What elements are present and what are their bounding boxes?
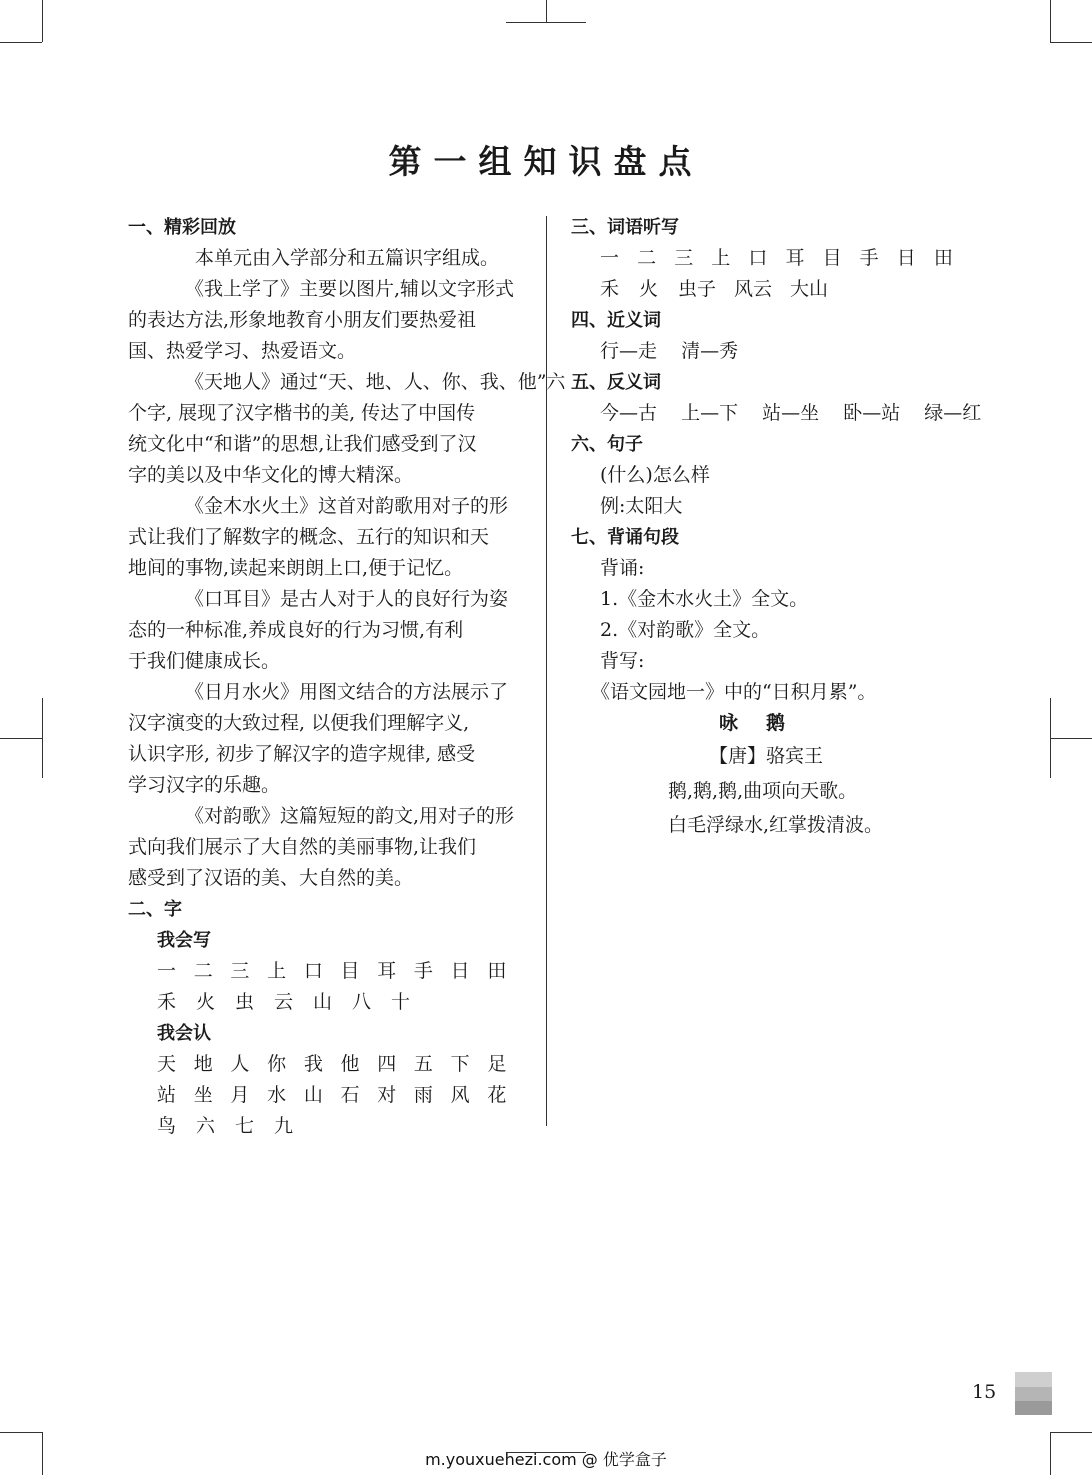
char: 坐 [193, 1084, 213, 1106]
text-line: 例:太阳大 [600, 495, 683, 517]
page-tab-marker [1015, 1401, 1052, 1415]
char: 下 [450, 1053, 470, 1075]
char: 田 [487, 960, 507, 982]
char: 人 [230, 1053, 250, 1075]
section-heading: 二、字 [128, 899, 182, 920]
paragraph [128, 491, 524, 584]
char-row [157, 1080, 524, 1111]
paragraph-line: 统文化中“和谐”的思想,让我们感受到了汉 [128, 433, 477, 455]
char: 四 [377, 1053, 397, 1075]
paragraph-line: 《我上学了》主要以图片,辅以文字形式 [185, 278, 515, 300]
poem-line: 白毛浮绿水,红掌拨清波。 [668, 814, 884, 836]
char: 雨 [413, 1084, 433, 1106]
char: 我 [303, 1053, 323, 1075]
paragraph-line: 国、热爱学习、热爱语文。 [128, 340, 357, 362]
word-pair: 站—坐 [762, 402, 820, 424]
paragraph-line: 汉字演变的大致过程, 以便我们理解字义, [128, 712, 470, 734]
paragraph-line: 字的美以及中华文化的博大精深。 [128, 464, 414, 486]
crop-mark [546, 0, 547, 22]
crop-mark [0, 738, 42, 739]
crop-mark [506, 22, 586, 23]
char: 上 [267, 960, 287, 982]
text-line: 背诵: [600, 557, 645, 579]
char: 六 [196, 1115, 216, 1137]
char: 山 [313, 991, 333, 1013]
paragraph-line: 本单元由入学部分和五篇识字组成。 [195, 247, 500, 269]
char-row [157, 1049, 524, 1080]
paragraph-line: 认识字形, 初步了解汉字的造字规律, 感受 [128, 743, 476, 765]
char: 三 [674, 247, 694, 269]
char: 一 [600, 247, 620, 269]
char: 地 [193, 1053, 213, 1075]
char: 二 [637, 247, 657, 269]
char-row [157, 1111, 524, 1142]
paragraph-line: 《口耳目》是古人对于人的良好行为姿 [185, 588, 509, 610]
section-heading: 三、词语听写 [571, 217, 679, 238]
paragraph-line: 学习汉字的乐趣。 [128, 774, 281, 796]
word-pair: 行—走 [600, 340, 658, 362]
text-line: 1.《金木水火土》全文。 [600, 588, 809, 610]
crop-mark [1050, 0, 1051, 42]
char: 水 [267, 1084, 287, 1106]
char: 天 [157, 1053, 177, 1075]
char: 虫 [235, 991, 255, 1013]
crop-mark [0, 42, 42, 43]
paragraph-line: 于我们健康成长。 [128, 650, 281, 672]
char: 二 [193, 960, 213, 982]
char: 十 [391, 991, 411, 1013]
char: 站 [157, 1084, 177, 1106]
dictation-grid [571, 243, 971, 305]
crop-mark [0, 1432, 42, 1433]
paragraph-line: 式让我们了解数字的概念、五行的知识和天 [128, 526, 490, 548]
text-line: 背写: [600, 650, 645, 672]
paragraph [128, 367, 566, 491]
char: 月 [230, 1084, 250, 1106]
paragraph [128, 677, 524, 801]
paragraph [128, 801, 524, 894]
crop-mark [1050, 698, 1051, 778]
char: 手 [413, 960, 433, 982]
paragraph-line: 地间的事物,读起来朗朗上口,便于记忆。 [128, 557, 464, 579]
section-heading: 五、反义词 [571, 372, 661, 393]
word-pair: 上—下 [681, 402, 739, 424]
paragraph-line: 《对韵歌》这篇短短的韵文,用对子的形 [185, 805, 515, 827]
crop-mark [42, 0, 43, 42]
poem-author: 【唐】骆宾王 [708, 745, 823, 767]
char: 上 [711, 247, 731, 269]
char: 山 [303, 1084, 323, 1106]
text-line: 2.《对韵歌》全文。 [600, 619, 771, 641]
word: 风云 [734, 278, 773, 300]
char-row [600, 243, 971, 274]
word: 虫子 [678, 278, 717, 300]
char: 足 [487, 1053, 507, 1075]
crop-mark [1050, 42, 1092, 43]
page-tab-marker [1015, 1372, 1052, 1387]
page-title: 第一组知识盘点 [388, 142, 704, 181]
char: 目 [822, 247, 842, 269]
paragraph-line: 态的一种标准,养成良好的行为习惯,有利 [128, 619, 464, 641]
char: 对 [377, 1084, 397, 1106]
char: 一 [157, 960, 177, 982]
poem-title: 咏鹅 [718, 712, 813, 734]
section-heading: 七、背诵句段 [571, 527, 679, 548]
antonym-row [571, 398, 982, 429]
char: 目 [340, 960, 360, 982]
crop-mark [42, 698, 43, 778]
crop-mark [1050, 1432, 1092, 1433]
char-row [157, 956, 524, 987]
char: 石 [340, 1084, 360, 1106]
word: 大山 [790, 278, 829, 300]
synonym-row [571, 336, 971, 367]
char: 禾 [157, 991, 177, 1013]
word-pair: 绿—红 [924, 402, 982, 424]
char: 手 [859, 247, 879, 269]
write-char-grid [128, 956, 524, 1018]
text-line: 《语文园地一》中的“日积月累”。 [591, 681, 877, 703]
right-column [571, 212, 982, 842]
char: 日 [450, 960, 470, 982]
char: 他 [340, 1053, 360, 1075]
section-heading: 六、句子 [571, 434, 643, 455]
subheading: 我会认 [157, 1023, 211, 1044]
char: 火 [196, 991, 216, 1013]
word-row [600, 274, 971, 305]
subheading: 我会写 [157, 930, 211, 951]
poem-line: 鹅,鹅,鹅,曲项向天歌。 [668, 780, 858, 802]
page-number: 15 [972, 1381, 997, 1403]
char: 耳 [785, 247, 805, 269]
paragraph-line: 个字, 展现了汉字楷书的美, 传达了中国传 [128, 402, 476, 424]
footer-watermark: m.youxuehezi.com @ 优学盒子 [425, 1450, 667, 1469]
word: 火 [639, 278, 659, 300]
char: 八 [352, 991, 372, 1013]
char: 日 [896, 247, 916, 269]
word: 禾 [600, 278, 620, 300]
char: 鸟 [157, 1115, 177, 1137]
column-divider [546, 216, 547, 1126]
char: 风 [450, 1084, 470, 1106]
char: 花 [487, 1084, 507, 1106]
paragraph-line: 式向我们展示了大自然的美丽事物,让我们 [128, 836, 477, 858]
text-line: (什么)怎么样 [600, 464, 710, 486]
recognize-char-grid [128, 1049, 524, 1142]
char: 口 [748, 247, 768, 269]
word-pair: 清—秀 [681, 340, 739, 362]
paragraph-line: 《天地人》通过“天、地、人、你、我、他”六 [185, 371, 566, 393]
word-pair: 卧—站 [843, 402, 901, 424]
word-pair: 今—古 [600, 402, 658, 424]
char: 三 [230, 960, 250, 982]
char: 七 [235, 1115, 255, 1137]
char-row [157, 987, 524, 1018]
paragraph-line: 《金木水火土》这首对韵歌用对子的形 [185, 495, 509, 517]
paragraph-line: 感受到了汉语的美、大自然的美。 [128, 867, 414, 889]
char: 五 [413, 1053, 433, 1075]
page-tab-marker [1015, 1387, 1052, 1401]
char: 你 [267, 1053, 287, 1075]
crop-mark [1050, 738, 1092, 739]
char: 九 [274, 1115, 294, 1137]
paragraph-line: 的表达方法,形象地教育小朋友们要热爱祖 [128, 309, 477, 331]
paragraph [128, 584, 524, 677]
section-heading: 四、近义词 [571, 310, 661, 331]
char: 田 [933, 247, 953, 269]
paragraph-line: 《日月水火》用图文结合的方法展示了 [185, 681, 509, 703]
char: 口 [303, 960, 323, 982]
section-heading: 一、精彩回放 [128, 217, 236, 238]
paragraph [128, 274, 524, 367]
char: 云 [274, 991, 294, 1013]
left-column [128, 212, 566, 1142]
char: 耳 [377, 960, 397, 982]
